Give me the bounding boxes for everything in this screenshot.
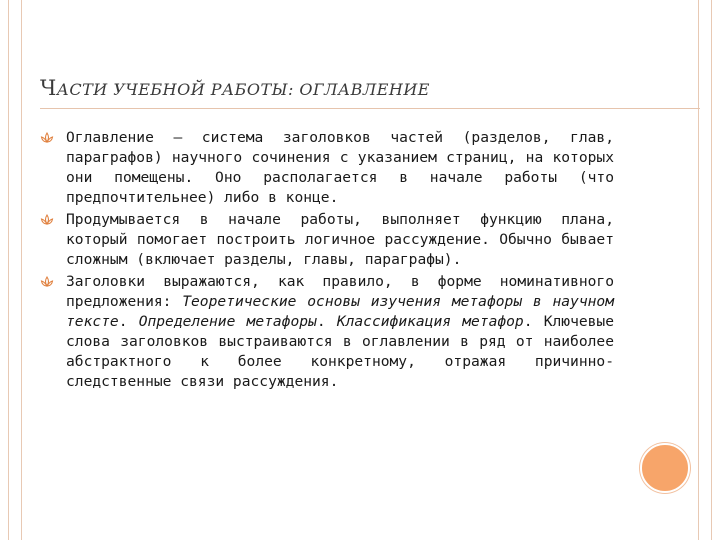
title-rest: АСТИ УЧЕБНОЙ РАБОТЫ: ОГЛАВЛЕНИЕ: [56, 80, 430, 99]
lotus-bullet-icon: [40, 213, 54, 227]
bullet-text: .: [118, 313, 139, 330]
lotus-bullet-icon: [40, 131, 54, 145]
bullet-item: [40, 128, 614, 208]
bullet-text: Заголовки выражаются, как правило, в форме номинативного предложения:: [66, 273, 614, 310]
title-initial: Ч: [40, 76, 57, 100]
bullet-text: Оглавление – система заголовков частей (разделов, глав, параграфов) научного сочинения с указанием страниц, на которых они помещены. Оно располагается в начале работы (что предпочтительнее) либо в конце.: [66, 129, 614, 206]
decorative-circle: [640, 443, 690, 493]
bullet-text: .: [316, 313, 337, 330]
title-divider: [40, 108, 700, 109]
bullet-text: Определение метафоры: [138, 313, 317, 330]
slide-title: [40, 76, 680, 100]
bullet-list: [40, 128, 614, 394]
bullet-item: [40, 210, 614, 270]
bullet-text: Теоретические основы изучения метафоры в научном тексте: [66, 293, 614, 330]
bullet-text: . Ключевые слова заголовков выстраиваются в оглавлении в ряд от наиболее абстрактного к более конкретному, отражая причинно-следственные связи рассуждения.: [66, 313, 614, 390]
bullet-text: Классификация метафор: [336, 313, 524, 330]
bullet-text: Продумывается в начале работы, выполняет функцию плана, который помогает построить логичное рассуждение. Обычно бывает сложным (включает разделы, главы, параграфы).: [66, 211, 614, 268]
bullet-item: [40, 272, 614, 392]
lotus-bullet-icon: [40, 275, 54, 289]
